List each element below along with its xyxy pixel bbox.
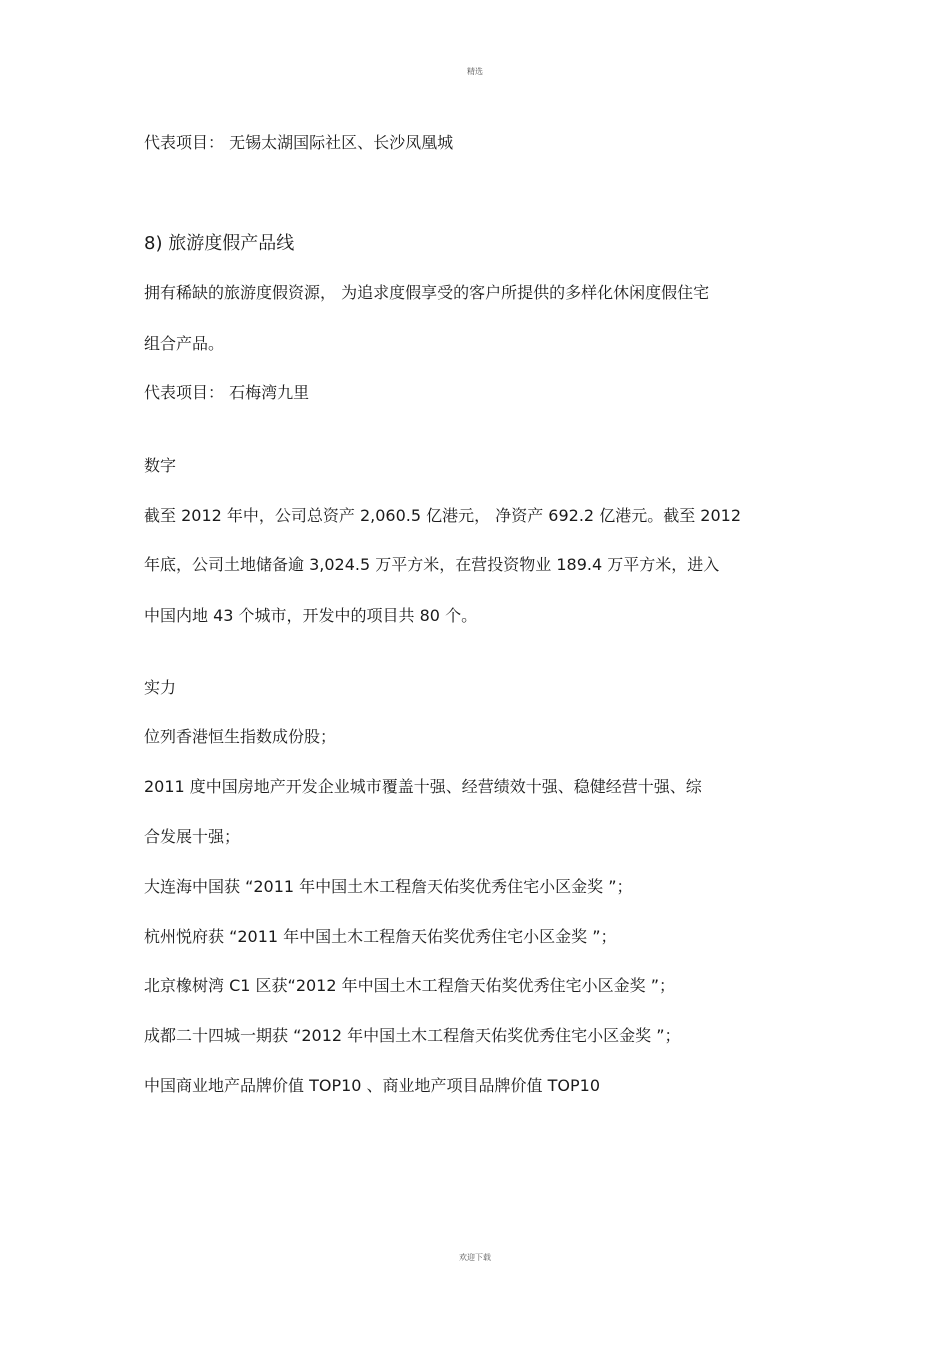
numbers-line-1: 截至 2012 年中，公司总资产 2,060.5 亿港元， 净资产 692.2 亿港元。截至 2012 — [144, 506, 742, 525]
numbers-line-2: 年底，公司土地储备逾 3,024.5 万平方米，在营投资物业 189.4 万平方米，进入 — [144, 555, 720, 574]
section-heading-tourism: 8) 旅游度假产品线 — [144, 233, 295, 254]
numbers-line-3: 中国内地 43 个城市，开发中的项目共 80 个。 — [144, 606, 478, 625]
strength-line-7: 成都二十四城一期获 “2012 年中国土木工程詹天佑奖优秀住宅小区金奖 ”； — [144, 1026, 681, 1045]
strength-line-1: 位列香港恒生指数成份股； — [144, 727, 337, 746]
strength-line-2: 2011 度中国房地产开发企业城市覆盖十强、经营绩效十强、稳健经营十强、综 — [144, 777, 702, 796]
section-heading-numbers: 数字 — [144, 456, 177, 475]
representative-projects-line-1: 代表项目： 无锡太湖国际社区、长沙凤凰城 — [144, 133, 454, 152]
paragraph-tourism-line-2: 组合产品。 — [144, 334, 225, 353]
section-heading-strength: 实力 — [144, 678, 177, 697]
paragraph-tourism-line-1: 拥有稀缺的旅游度假资源， 为追求度假享受的客户所提供的多样化休闲度假住宅 — [144, 283, 710, 302]
strength-line-6: 北京橡树湾 C1 区获“2012 年中国土木工程詹天佑奖优秀住宅小区金奖 ”； — [144, 976, 675, 995]
page-footer-mark: 欢迎下载 — [459, 1253, 491, 1262]
strength-line-5: 杭州悦府获 “2011 年中国土木工程詹天佑奖优秀住宅小区金奖 ”； — [144, 927, 617, 946]
strength-line-3: 合发展十强； — [144, 827, 241, 846]
strength-line-8: 中国商业地产品牌价值 TOP10 、商业地产项目品牌价值 TOP10 — [144, 1076, 601, 1095]
representative-projects-line-2: 代表项目： 石梅湾九里 — [144, 383, 310, 402]
page-header-mark: 精选 — [467, 67, 483, 76]
strength-line-4: 大连海中国获 “2011 年中国土木工程詹天佑奖优秀住宅小区金奖 ”； — [144, 877, 633, 896]
